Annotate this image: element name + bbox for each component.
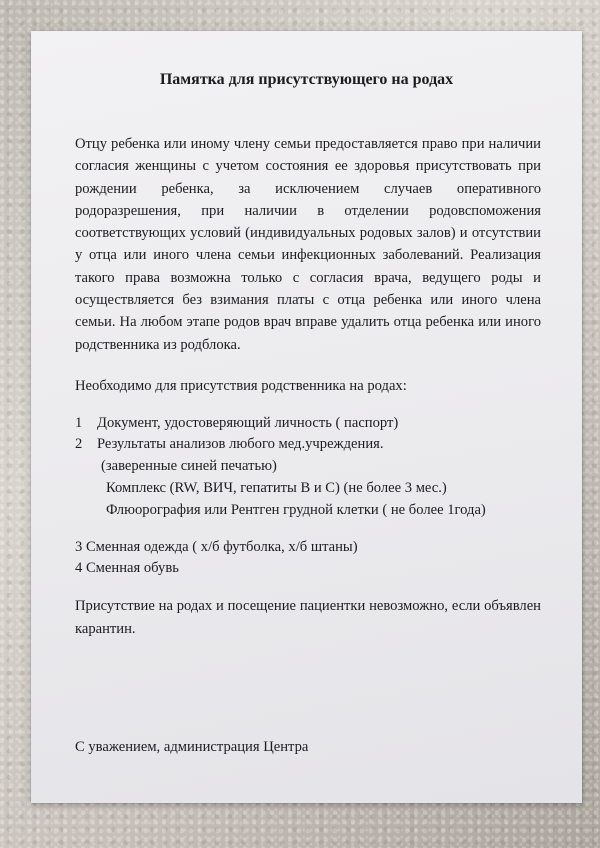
list-item: 3 Сменная одежда ( х/б футболка, х/б штаны) [75,539,358,555]
signature: С уважением, администрация Центра [75,739,309,755]
list-item [75,434,384,454]
list-item-text: Результаты анализов любого мед.учреждения. [97,436,384,452]
list-item-number: 2 [75,436,83,452]
requirements-heading: Необходимо для присутствия родственника на родах: [75,378,407,394]
document-title: Памятка для присутствующего на родах [159,71,454,88]
list-item-text: Документ, удостоверяющий личность ( паспорт) [97,415,399,431]
list-item [75,413,398,433]
sub-item: Флюорография или Рентген грудной клетки ( не более 1года) [106,502,486,518]
main-paragraph: Отцу ребенка или иному члену семьи предоставляется право при наличии согласия женщины с учетом состояния ее здоровья присутствовать при рождении ребенка, за исключением случаев оперативного родоразрешения, при наличии в отделении родовспоможения соответствующих условий (индивидуальных родовых залов) и отсутствии у отца или иного члена семьи инфекционных заболеваний. Реализация такого права возможна только с согласия врача, ведущего роды и осуществляется без взимания платы с отца ребенка или иного члена семьи. На любом этапе родов врач вправе удалить отца ребенка или иного родственника из родблока. [75,136,541,353]
list-item-number: 1 [75,415,83,431]
sub-item: Комплекс (RW, ВИЧ, гепатиты В и С) (не более 3 мес.) [106,480,447,496]
closing-paragraph: Присутствие на родах и посещение пациентки невозможно, если объявлен карантин. [75,598,541,637]
document-sheet [31,31,582,803]
list-item: 4 Сменная обувь [75,560,179,576]
sub-item: (заверенные синей печатью) [101,458,277,474]
